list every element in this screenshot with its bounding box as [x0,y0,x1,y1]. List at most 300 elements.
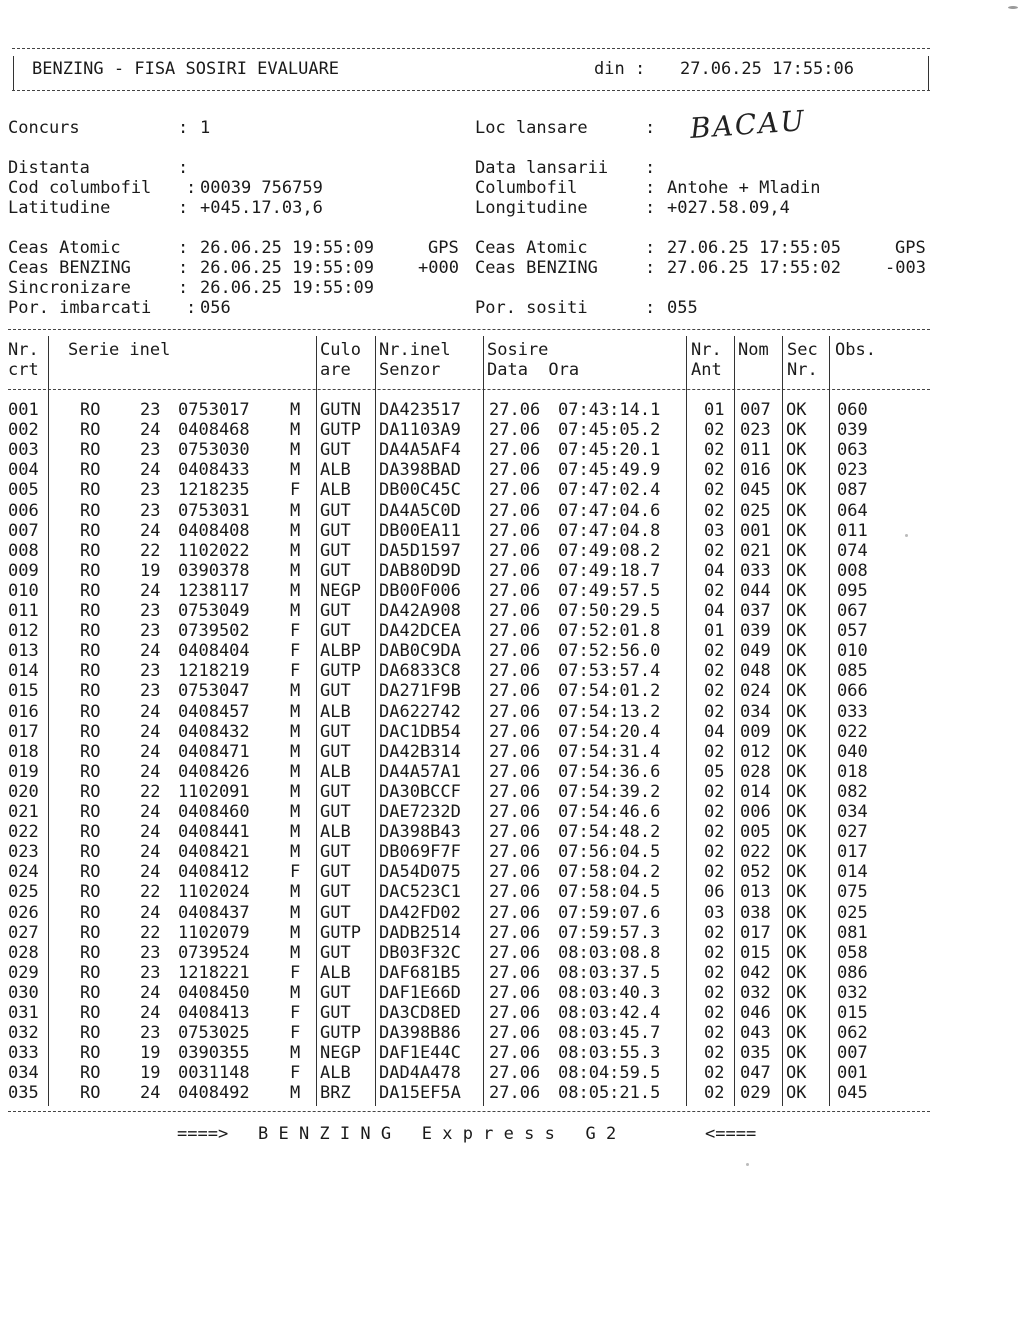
cell-obs: 085 [837,661,868,682]
cell-culoare: GUT [320,902,351,923]
cell-nr-ant: 02 [704,420,725,441]
table-row [0,742,1024,762]
cell-sec: OK [786,882,807,903]
cell-serie: 0408471 [178,741,250,762]
ceas-atomic-label-right: Ceas Atomic [475,238,588,258]
cell-obs: 011 [837,520,868,541]
cell-data: 27.06 [489,962,541,983]
cell-culoare: GUT [320,540,351,561]
imbarcati-label: Por. imbarcati [8,298,152,318]
cell-culoare: GUT [320,681,351,702]
cell-sec: OK [786,942,807,963]
cell-nr-crt: 016 [8,701,39,722]
cell-sec: OK [786,520,807,541]
cell-ora: 07:50:29.5 [558,601,661,621]
cell-ora: 07:54:01.2 [558,681,661,702]
cell-nr-ant: 02 [704,922,725,943]
cell-nr-ant: 04 [704,560,725,581]
longitudine-value: +027.58.09,4 [667,198,790,218]
cell-nom: 038 [740,902,771,923]
cell-nr-crt: 028 [8,942,39,963]
cell-culoare: GUT [320,500,351,521]
table-row [0,601,1024,621]
cell-ora: 07:58:04.5 [558,882,661,903]
cell-ora: 08:04:59.5 [558,1063,661,1084]
cell-sex: M [290,761,301,782]
cell-nr-crt: 021 [8,802,39,822]
header-senzor: Senzor [379,360,441,380]
cell-nr-ant: 02 [704,942,725,963]
cell-sec: OK [786,420,807,441]
cell-nr-crt: 024 [8,862,39,883]
cell-obs: 082 [837,781,868,802]
table-row [0,903,1024,923]
cell-senzor: DA30BCCF [379,781,461,802]
cell-culoare: ALB [320,480,351,501]
cell-data: 27.06 [489,1043,541,1064]
cell-senzor: DB00C45C [379,480,461,501]
cell-nr-ant: 02 [704,822,725,843]
cell-nr-ant: 02 [704,802,725,822]
cell-sex: M [290,540,301,561]
cell-nom: 024 [740,681,771,702]
cell-sec: OK [786,862,807,883]
table-row [0,862,1024,882]
header-nom: Nom [738,340,769,360]
cell-nr-ant: 02 [704,480,725,501]
cell-sec: OK [786,1003,807,1023]
cell-serie: 1102091 [178,781,250,802]
cell-an: 23 [140,480,161,501]
cell-sec: OK [786,781,807,802]
col-separator [686,336,687,1106]
cell-tara: RO [80,580,101,601]
distanta-colon: : [178,158,189,178]
cell-sec: OK [786,1083,807,1104]
cell-data: 27.06 [489,761,541,782]
cell-data: 27.06 [489,420,541,441]
cell-ora: 08:03:42.4 [558,1003,661,1023]
table-row [0,983,1024,1003]
cell-an: 23 [140,621,161,642]
cell-nr-ant: 02 [704,1023,725,1044]
cell-data: 27.06 [489,440,541,461]
header-left-border [13,56,14,90]
cell-an: 23 [140,601,161,621]
cell-tara: RO [80,601,101,621]
cell-sex: F [290,962,301,983]
cell-nom: 035 [740,1043,771,1064]
cell-serie: 0408412 [178,862,250,883]
cell-an: 19 [140,1063,161,1084]
cell-nr-ant: 03 [704,520,725,541]
table-row [0,681,1024,701]
cell-nr-ant: 02 [704,701,725,722]
scan-speck [905,534,908,537]
cell-tara: RO [80,761,101,782]
cell-nr-crt: 012 [8,621,39,642]
cell-nom: 022 [740,842,771,863]
cell-culoare: ALB [320,962,351,983]
imbarcati-colon: : [186,298,197,318]
cell-sec: OK [786,580,807,601]
cell-an: 24 [140,761,161,782]
cell-ora: 07:54:13.2 [558,701,661,722]
cell-nom: 015 [740,942,771,963]
cell-tara: RO [80,480,101,501]
cell-an: 19 [140,560,161,581]
cell-tara: RO [80,862,101,883]
cell-an: 24 [140,982,161,1003]
cell-ora: 07:45:20.1 [558,440,661,461]
cell-senzor: DA54D075 [379,862,461,883]
cell-obs: 086 [837,962,868,983]
latitudine-value: +045.17.03,6 [200,198,323,218]
cell-obs: 010 [837,641,868,662]
cell-ora: 07:52:56.0 [558,641,661,662]
ceas-atomic-value-right: 27.06.25 17:55:05 [667,238,841,258]
data-lansarii-colon: : [645,158,656,178]
cell-senzor: DA3CD8ED [379,1003,461,1023]
cell-sex: M [290,902,301,923]
cell-nom: 037 [740,601,771,621]
cell-nr-crt: 029 [8,962,39,983]
cell-obs: 015 [837,1003,868,1023]
cell-serie: 0408492 [178,1083,250,1104]
cell-nom: 006 [740,802,771,822]
col-separator [375,336,376,1106]
cell-data: 27.06 [489,500,541,521]
cell-nom: 011 [740,440,771,461]
cell-an: 23 [140,661,161,682]
latitudine-colon: : [178,198,189,218]
table-header-rule [8,389,930,390]
cell-ora: 07:43:14.1 [558,400,661,420]
cell-nr-crt: 035 [8,1083,39,1104]
table-row [0,822,1024,842]
cell-serie: 0408450 [178,982,250,1003]
data-lansarii-label: Data lansarii [475,158,609,178]
cell-senzor: DA1103A9 [379,420,461,441]
cell-data: 27.06 [489,862,541,883]
cell-ora: 08:03:37.5 [558,962,661,983]
header-nr: Nr. [8,340,39,360]
cell-ora: 07:47:04.8 [558,520,661,541]
cell-sex: M [290,1083,301,1104]
table-row [0,1043,1024,1063]
cell-nr-ant: 02 [704,781,725,802]
cell-an: 24 [140,641,161,662]
cell-culoare: GUT [320,802,351,822]
cell-sec: OK [786,701,807,722]
cell-tara: RO [80,681,101,702]
cell-an: 24 [140,862,161,883]
cell-an: 24 [140,701,161,722]
cell-data: 27.06 [489,842,541,863]
cell-sec: OK [786,540,807,561]
cell-nom: 028 [740,761,771,782]
cell-obs: 063 [837,440,868,461]
cell-nr-crt: 007 [8,520,39,541]
cell-sex: M [290,942,301,963]
col-separator [829,336,830,1106]
sincronizare-label: Sincronizare [8,278,131,298]
cell-data: 27.06 [489,1023,541,1044]
cell-data: 27.06 [489,942,541,963]
cell-culoare: ALB [320,460,351,481]
cell-an: 24 [140,460,161,481]
cell-nom: 044 [740,580,771,601]
header-culoare-1: Culo [320,340,361,360]
cell-sex: F [290,862,301,883]
col-separator [483,336,484,1106]
cell-culoare: GUTP [320,922,361,943]
cell-serie: 0408457 [178,701,250,722]
longitudine-label: Longitudine [475,198,588,218]
cell-nom: 047 [740,1063,771,1084]
cell-sec: OK [786,400,807,420]
cell-obs: 067 [837,601,868,621]
concurs-label: Concurs [8,118,80,138]
cell-obs: 075 [837,882,868,903]
cell-culoare: ALB [320,761,351,782]
sositi-value: 055 [667,298,698,318]
cell-nom: 013 [740,882,771,903]
cell-tara: RO [80,400,101,420]
cell-serie: 0408460 [178,802,250,822]
cell-obs: 066 [837,681,868,702]
cell-senzor: DA5D1597 [379,540,461,561]
cell-senzor: DA42FD02 [379,902,461,923]
cell-obs: 057 [837,621,868,642]
header-sec: Sec [787,340,818,360]
cell-serie: 0408408 [178,520,250,541]
cell-nr-crt: 025 [8,882,39,903]
cell-culoare: GUTP [320,1023,361,1044]
cell-culoare: GUTN [320,400,361,420]
cell-nr-ant: 04 [704,601,725,621]
footer-right-arrow: <==== [705,1124,757,1144]
cell-nom: 033 [740,560,771,581]
cell-nr-crt: 027 [8,922,39,943]
sincronizare-value: 26.06.25 19:55:09 [200,278,374,298]
cell-obs: 001 [837,1063,868,1084]
cell-sec: OK [786,741,807,762]
cell-sec: OK [786,460,807,481]
header-nr-inel: Nr.inel [379,340,451,360]
cell-sex: F [290,1063,301,1084]
table-row [0,561,1024,581]
cell-tara: RO [80,842,101,863]
cell-nr-ant: 02 [704,1083,725,1104]
cell-an: 24 [140,580,161,601]
cell-sec: OK [786,761,807,782]
table-row [0,420,1024,440]
cell-an: 24 [140,902,161,923]
cell-sec: OK [786,560,807,581]
cell-culoare: GUT [320,942,351,963]
cell-serie: 0739524 [178,942,250,963]
cell-sec: OK [786,621,807,642]
cell-culoare: GUT [320,862,351,883]
cell-tara: RO [80,1043,101,1064]
cell-nr-crt: 020 [8,781,39,802]
cell-nom: 023 [740,420,771,441]
cell-culoare: NEGP [320,580,361,601]
ceas-benzing-label-right: Ceas BENZING [475,258,598,278]
cell-an: 22 [140,922,161,943]
cell-an: 23 [140,500,161,521]
cell-nom: 012 [740,741,771,762]
cell-an: 24 [140,520,161,541]
cell-serie: 1218221 [178,962,250,983]
table-row [0,882,1024,902]
header-obs: Obs. [835,340,876,360]
cell-tara: RO [80,460,101,481]
cell-sec: OK [786,1023,807,1044]
cell-sex: M [290,822,301,843]
col-separator [316,336,317,1106]
cell-nom: 039 [740,621,771,642]
cell-nom: 046 [740,1003,771,1023]
cell-data: 27.06 [489,560,541,581]
cell-obs: 008 [837,560,868,581]
cell-senzor: DA423517 [379,400,461,420]
cell-nr-ant: 02 [704,580,725,601]
cell-senzor: DB00EA11 [379,520,461,541]
cell-nr-ant: 02 [704,842,725,863]
cell-senzor: DA42DCEA [379,621,461,642]
table-row [0,1023,1024,1043]
cell-sex: M [290,520,301,541]
cell-data: 27.06 [489,982,541,1003]
cell-nr-ant: 05 [704,761,725,782]
cell-nr-ant: 01 [704,400,725,420]
cell-serie: 1102079 [178,922,250,943]
cell-nr-crt: 003 [8,440,39,461]
table-row [0,480,1024,500]
cell-nom: 043 [740,1023,771,1044]
cell-nr-ant: 02 [704,661,725,682]
cell-nr-crt: 026 [8,902,39,923]
cell-culoare: GUT [320,781,351,802]
cell-sec: OK [786,480,807,501]
cell-ora: 07:54:48.2 [558,822,661,843]
cell-obs: 017 [837,842,868,863]
cell-senzor: DAC1DB54 [379,721,461,742]
table-row [0,1003,1024,1023]
cell-nr-ant: 02 [704,641,725,662]
cell-nr-crt: 033 [8,1043,39,1064]
cell-sex: M [290,420,301,441]
cell-obs: 018 [837,761,868,782]
cell-an: 24 [140,822,161,843]
cell-tara: RO [80,802,101,822]
cell-sec: OK [786,661,807,682]
cell-nom: 029 [740,1083,771,1104]
cell-obs: 032 [837,982,868,1003]
cell-an: 23 [140,440,161,461]
cell-an: 23 [140,942,161,963]
cell-nr-crt: 014 [8,661,39,682]
cell-an: 19 [140,1043,161,1064]
cell-nr-crt: 011 [8,601,39,621]
cell-an: 24 [140,1083,161,1104]
cell-sec: OK [786,922,807,943]
table-row [0,762,1024,782]
cell-nr-ant: 02 [704,962,725,983]
cell-culoare: BRZ [320,1083,351,1104]
cell-sec: OK [786,1043,807,1064]
cell-nr-crt: 030 [8,982,39,1003]
cell-sex: M [290,701,301,722]
cell-nom: 049 [740,641,771,662]
cell-senzor: DAC523C1 [379,882,461,903]
cell-senzor: DAF1E66D [379,982,461,1003]
cell-senzor: DA6833C8 [379,661,461,682]
cod-columbofil-value: 00039 756759 [200,178,323,198]
cell-ora: 07:54:36.6 [558,761,661,782]
header-bottom-border [12,90,930,91]
cell-data: 27.06 [489,922,541,943]
cell-senzor: DA4A57A1 [379,761,461,782]
cell-ora: 07:47:04.6 [558,500,661,521]
cell-sec: OK [786,440,807,461]
cell-sex: F [290,1003,301,1023]
cell-serie: 0408437 [178,902,250,923]
cell-ora: 07:49:57.5 [558,580,661,601]
cell-senzor: DA622742 [379,701,461,722]
cell-obs: 095 [837,580,868,601]
table-row [0,963,1024,983]
table-row [0,581,1024,601]
cell-senzor: DB03F32C [379,942,461,963]
cell-nr-crt: 023 [8,842,39,863]
cell-serie: 0390378 [178,560,250,581]
cell-nr-crt: 002 [8,420,39,441]
cell-sec: OK [786,962,807,983]
header-top-border [12,48,930,49]
cell-serie: 1218219 [178,661,250,682]
cell-obs: 025 [837,902,868,923]
cell-nr-ant: 02 [704,681,725,702]
cell-culoare: ALB [320,1063,351,1084]
ceas-atomic-suffix-right: GPS [895,238,926,258]
cell-data: 27.06 [489,621,541,642]
cell-ora: 07:45:05.2 [558,420,661,441]
cell-ora: 07:45:49.9 [558,460,661,481]
cell-nr-ant: 02 [704,500,725,521]
cell-serie: 1102024 [178,882,250,903]
cell-data: 27.06 [489,822,541,843]
cell-sex: M [290,560,301,581]
cell-obs: 014 [837,862,868,883]
cell-ora: 07:56:04.5 [558,842,661,863]
cell-ora: 08:03:40.3 [558,982,661,1003]
ceas-benzing-label-left: Ceas BENZING [8,258,131,278]
ceas-benzing-colon-left: : [178,258,189,278]
cell-sex: F [290,641,301,662]
cell-nr-ant: 04 [704,721,725,742]
cell-obs: 022 [837,721,868,742]
cell-sex: M [290,460,301,481]
cell-ora: 07:54:39.2 [558,781,661,802]
cell-obs: 027 [837,822,868,843]
cell-sec: OK [786,681,807,702]
ceas-atomic-colon-right: : [645,238,656,258]
cell-culoare: ALB [320,701,351,722]
cell-nr-crt: 022 [8,822,39,843]
